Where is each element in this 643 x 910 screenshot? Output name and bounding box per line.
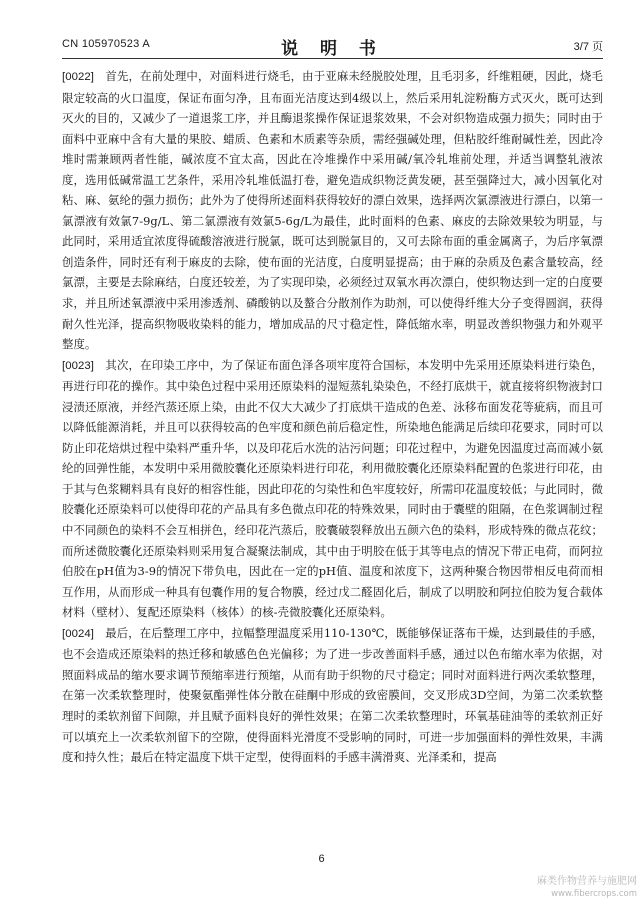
patent-number: CN 105970523 A [62,38,150,50]
page-header [62,36,603,59]
document-title: 说 明 书 [281,39,384,59]
page-number: 6 [318,853,325,865]
paragraph-number: [0023] [62,359,94,372]
paragraph-0022 [62,66,603,355]
watermark [537,876,637,900]
paragraph-0024 [62,623,603,768]
page-reference: 3/7 页 [573,41,603,53]
paragraph-text: 最后，在后整理工序中，拉幅整理温度采用110-130℃，既能够保证落布干燥，达到最佳的手感，也不会造成还原染料的热迁移和敏感色色光偏移；为了进一步改善面料手感，通过以色布缩水率为依据，对照面料成品的缩水要求调节预缩率进行预缩，从而有助于织物的尺寸稳定；同时对面料进行两次柔软整理，在第一次柔软整理时，使聚氨酯弹性体分散在硅酮中形成的致密膜间，交叉形成3D空间，为第二次柔软整理时的柔软剂留下间隙，并且赋予面料良好的弹性效果；在第二次柔软整理时，环氧基硅油等的柔软剂正好可以填充上一次柔软剂留下的空隙，使得面料光滑度不受影响的同时，可进一步加强面料的弹性效果，丰满度和持久性；最后在特定温度下烘干定型，使得面料的手感丰满滑爽、光泽柔和，提高 [62,625,603,765]
watermark-url: www.fibercrops.com [551,889,637,899]
paragraph-number: [0022] [62,71,94,83]
paragraph-0023 [62,355,603,623]
document-body [62,66,603,768]
paragraph-text: 首先，在前处理中，对面料进行烧毛，由于亚麻未经脱胶处理，且毛羽多，纤维粗硬，因此，烧毛限定较高的火口温度，保证布面匀净，且布面光洁度达到4级以上，然后采用轧淀粉酶方式灭火，既可达到灭火的目的，又减少了一道退浆工序，并且酶退浆操作保证退浆效果，不会对织物造成强力损失；同时由于面料中亚麻中含有大量的果胶、蜡质、色素和木质素等杂质，需经强碱处理，但粘胶纤维耐碱性差，因此冷堆时需兼顾两者性能，碱浓度不宜太高，因此在冷堆操作中采用碱/氧冷轧堆前处理，并适当调整轧液浓度，选用低碱常温工艺条件，采用冷轧堆低温打卷，避免造成织物泛黄发硬，甚至强降过大，减小因氧化对粘、麻、氨纶的强力损伤；此外为了使得所述面料获得较好的漂白效果，选择两次氯漂液进行漂白，以第一氯漂液有效氯7-9g/L、第二氯漂液有效氯5-6g/L为最佳，此时面料的色素、麻皮的去除效果较为明显，与此同时，采用适宜浓度得硫酸溶液进行脱氯，既可达到脱氯目的，又可去除布面的重金属离子，为后序氧漂创造条件，同时还有利于麻皮的去除，使布面的光洁度，白度明显提高；由于麻的杂质及色素含量较高，经氯漂，主要是去除麻结，白度还较差，为了实现印染，必须经过双氧水再次漂白，使织物达到一定的白度要求，并且所述氧漂液中采用渗透剂、磷酸钠以及螯合分散剂作为助剂，可以使得纤维大分子变得圆润，获得耐久性光泽，提高织物吸收染料的能力，增加成品的尺寸稳定性，降低缩水率，明显改善织物强力和外观平整度。 [62,69,603,352]
paragraph-number: [0024] [62,627,94,640]
paragraph-text: 其次，在印染工序中，为了保证布面色泽各项牢度符合国标，本发明中先采用还原染料进行染色，再进行印花的操作。其中染色过程中采用还原染料的湿短蒸轧染染色，不经打底烘干，就直接将织物液封口浸渍还原液，并经汽蒸还原上染，由此不仅大大减少了打底烘干造成的色差、泳移布面发花等疵病，而且可以降低能源消耗，并且可以获得较高的色牢度和颜色前后稳定性，所染地色能满足后续印花要求，同时可以防止印花焙烘过程中染料严重升华，以及印花后水洗的沾污问题；印花过程中，为避免因温度过高而减小氨纶的回弹性能，本发明中采用微胶囊化还原染料进行印花，利用微胶囊化还原染料配置的色浆进行印花，由于其与色浆糊料具有良好的相容性能，因此印花的匀染性和色牢度较好，所需印花温度较低；与此同时，微胶囊化还原染料可以使得印花的产品具有多色微点印花的特殊效果，同时由于囊壁的阻隔，在色浆调制过程中不同颜色的染料不会互相拼色，经印花汽蒸后，胶囊破裂释放出五颜六色的染料，形成特殊的微点花纹；而所述微胶囊化还原染料则采用复合凝聚法制成，其中由于明胶在低于其等电点的情况下带正电荷，而阿拉伯胶在pH值为3-9的情况下带负电，因此在一定的pH值、温度和浓度下，这两种聚合物因带相反电荷而相互作用，从而形成一种具有包囊作用的复合物膜，经过戊二醛固化后，制成了以明胶和阿拉伯胶为复合载体材料（壁材）、复配还原染料（核体）的核-壳微胶囊化还原染料。 [62,357,603,620]
watermark-site-name: 麻类作物营养与施肥网 [537,876,637,887]
